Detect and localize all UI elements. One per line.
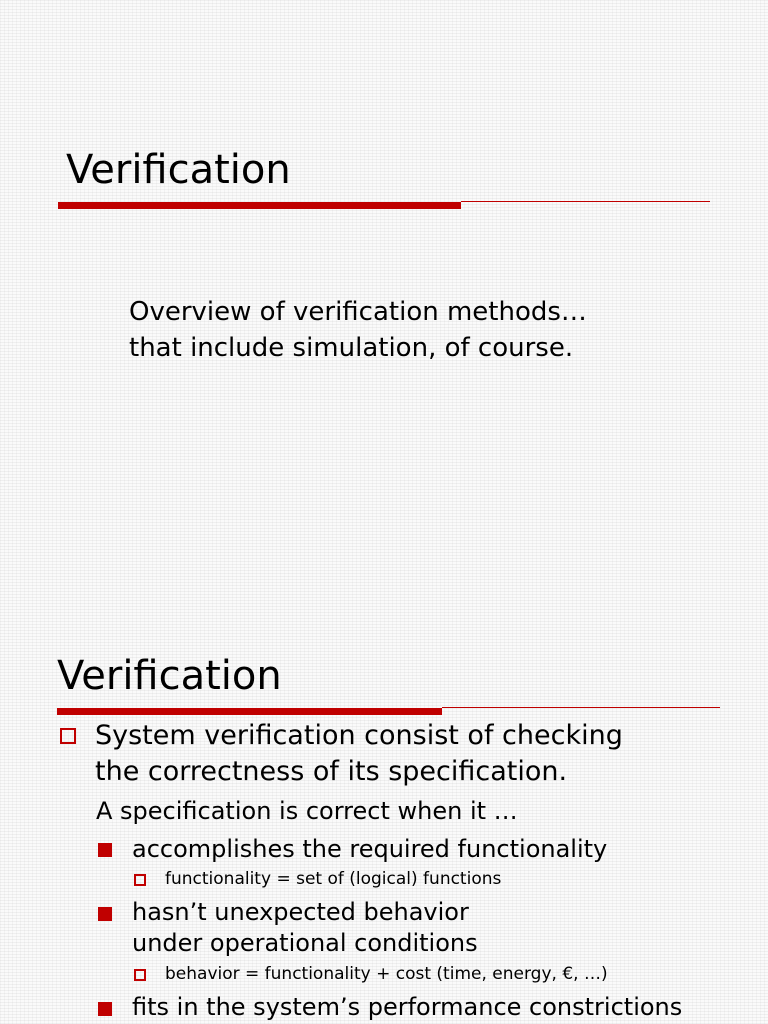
title-underline-thin bbox=[442, 707, 720, 708]
body-line: Overview of verification methods… bbox=[129, 297, 587, 327]
filled-square-icon bbox=[98, 907, 112, 921]
list-item: under operational conditions bbox=[132, 929, 478, 957]
filled-square-icon bbox=[98, 1002, 112, 1016]
body-line: that include simulation, of course. bbox=[129, 333, 574, 363]
slide-title: Verification bbox=[66, 147, 291, 193]
title-underline-thick bbox=[58, 202, 461, 209]
list-subitem: behavior = functionality + cost (time, energy, €, …) bbox=[165, 964, 608, 984]
list-item: accomplishes the required functionality bbox=[132, 835, 608, 863]
list-item: fits in the system’s performance constrictions bbox=[132, 993, 683, 1021]
hollow-square-small-icon bbox=[134, 969, 146, 981]
hollow-square-icon bbox=[60, 728, 76, 744]
slide-2 bbox=[0, 576, 768, 1024]
hollow-square-small-icon bbox=[134, 874, 146, 886]
bullet-line: System verification consist of checking bbox=[95, 720, 623, 751]
bullet-subtext: A specification is correct when it … bbox=[96, 797, 518, 825]
filled-square-icon bbox=[98, 843, 112, 857]
list-item: hasn’t unexpected behavior bbox=[132, 898, 469, 926]
list-subitem: functionality = set of (logical) functions bbox=[165, 869, 502, 889]
bullet-line: the correctness of its specification. bbox=[95, 756, 568, 787]
slide-body bbox=[129, 294, 587, 366]
slide-title: Verification bbox=[57, 653, 282, 699]
title-underline-thin bbox=[461, 201, 710, 202]
title-underline-thick bbox=[57, 708, 442, 715]
